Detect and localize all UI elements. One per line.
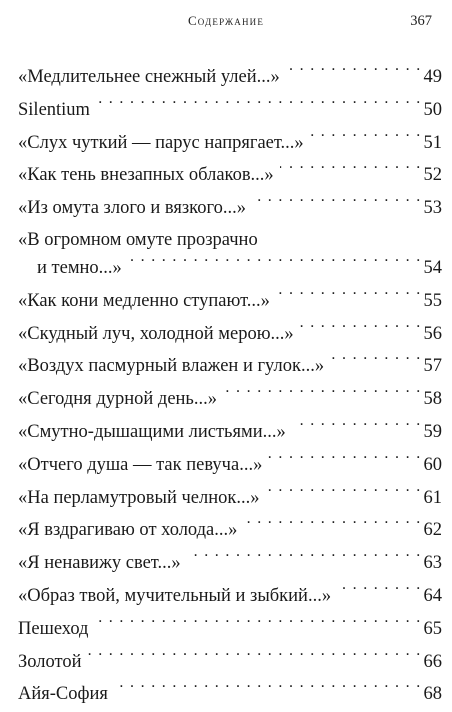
toc-entry-title: «Я ненавижу свет...» xyxy=(18,553,181,574)
running-head xyxy=(0,13,452,35)
toc-entry-title: «Слух чуткий — парус напрягает...» xyxy=(18,132,304,153)
toc-entry[interactable] xyxy=(18,581,442,614)
dot-leader xyxy=(330,351,421,371)
dot-leader xyxy=(88,647,422,667)
toc-entry[interactable] xyxy=(18,417,442,450)
toc-entry-page: 50 xyxy=(423,99,442,120)
toc-entry-title-line2: и темно...» xyxy=(37,257,122,278)
table-of-contents xyxy=(18,62,442,712)
toc-entry-title: Silentium xyxy=(18,99,90,120)
toc-entry-page: 65 xyxy=(423,618,442,639)
toc-entry-page: 63 xyxy=(423,553,442,574)
toc-entry-title: «Из омута злого и вязкого...» xyxy=(18,198,246,219)
toc-entry-multiline[interactable] xyxy=(18,226,442,286)
toc-entry-page: 58 xyxy=(423,389,442,410)
toc-entry[interactable] xyxy=(18,319,442,352)
toc-entry-page: 56 xyxy=(423,323,442,344)
dot-leader xyxy=(292,417,422,437)
toc-entry-title-line1: «В огромном омуте прозрачно xyxy=(18,229,258,250)
dot-leader xyxy=(265,483,421,503)
toc-entry[interactable] xyxy=(18,351,442,384)
toc-entry-page: 60 xyxy=(423,454,442,475)
dot-leader xyxy=(276,286,422,306)
toc-entry[interactable] xyxy=(18,450,442,483)
toc-entry-title: Айя-София xyxy=(18,684,108,705)
toc-entry-page: 54 xyxy=(423,257,442,278)
toc-entry[interactable] xyxy=(18,679,442,712)
toc-entry-page: 55 xyxy=(423,290,442,311)
toc-entry[interactable] xyxy=(18,62,442,95)
toc-entry[interactable] xyxy=(18,193,442,226)
dot-leader xyxy=(96,95,422,115)
toc-entry-page: 61 xyxy=(423,487,442,508)
toc-entry-page: 57 xyxy=(423,356,442,377)
toc-entry-title: «Сегодня дурной день...» xyxy=(18,389,217,410)
toc-entry-page: 68 xyxy=(423,684,442,705)
dot-leader xyxy=(280,160,422,180)
toc-entry[interactable] xyxy=(18,515,442,548)
toc-entry-title: «Медлительнее снежный улей...» xyxy=(18,67,280,87)
toc-entry-title: «Смутно-дышащими листьями...» xyxy=(18,421,286,442)
toc-entry-title: «Как кони медленно ступают...» xyxy=(18,290,270,311)
toc-entry[interactable] xyxy=(18,384,442,417)
toc-entry[interactable] xyxy=(18,160,442,193)
toc-entry-page: 51 xyxy=(423,132,442,153)
toc-entry-page: 66 xyxy=(423,651,442,672)
dot-leader xyxy=(243,515,421,535)
toc-entry[interactable] xyxy=(18,614,442,647)
toc-entry-page: 52 xyxy=(423,165,442,186)
dot-leader xyxy=(94,614,421,634)
toc-entry-page: 62 xyxy=(423,520,442,541)
dot-leader xyxy=(114,679,422,699)
dot-leader xyxy=(187,548,422,568)
dot-leader xyxy=(252,193,422,213)
toc-entry-page: 49 xyxy=(423,67,442,87)
toc-entry-continuation xyxy=(18,253,442,286)
toc-entry-title: «Воздух пасмурный влажен и гулок...» xyxy=(18,356,325,377)
toc-entry-title: «Скудный луч, холодной мерою...» xyxy=(18,323,294,344)
toc-entry-page: 59 xyxy=(423,421,442,442)
toc-entry-title: Золотой xyxy=(18,651,82,672)
toc-entry-page: 64 xyxy=(423,585,442,606)
toc-entry[interactable] xyxy=(18,95,442,128)
toc-entry-title: «На перламутровый челнок...» xyxy=(18,487,260,508)
toc-entry[interactable] xyxy=(18,286,442,319)
toc-entry[interactable] xyxy=(18,548,442,581)
dot-leader xyxy=(310,128,422,148)
toc-entry-title: «Я вздрагиваю от холода...» xyxy=(18,520,238,541)
dot-leader xyxy=(337,581,421,601)
dot-leader xyxy=(300,319,422,339)
toc-entry-title: «Как тень внезапных облаков...» xyxy=(18,165,274,186)
toc-entry-title: Пешеход xyxy=(18,618,89,639)
section-title: Содержание xyxy=(187,13,265,28)
dot-leader xyxy=(286,62,422,82)
dot-leader xyxy=(128,253,422,273)
dot-leader xyxy=(223,384,422,404)
toc-entry-page: 53 xyxy=(423,198,442,219)
toc-entry[interactable] xyxy=(18,647,442,680)
toc-entry[interactable] xyxy=(18,128,442,161)
toc-entry-title: «Отчего душа — так певуча...» xyxy=(18,454,263,475)
page-number: 367 xyxy=(410,13,432,29)
toc-entry-title: «Образ твой, мучительный и зыбкий...» xyxy=(18,585,332,606)
dot-leader xyxy=(268,450,421,470)
toc-entry[interactable] xyxy=(18,483,442,516)
